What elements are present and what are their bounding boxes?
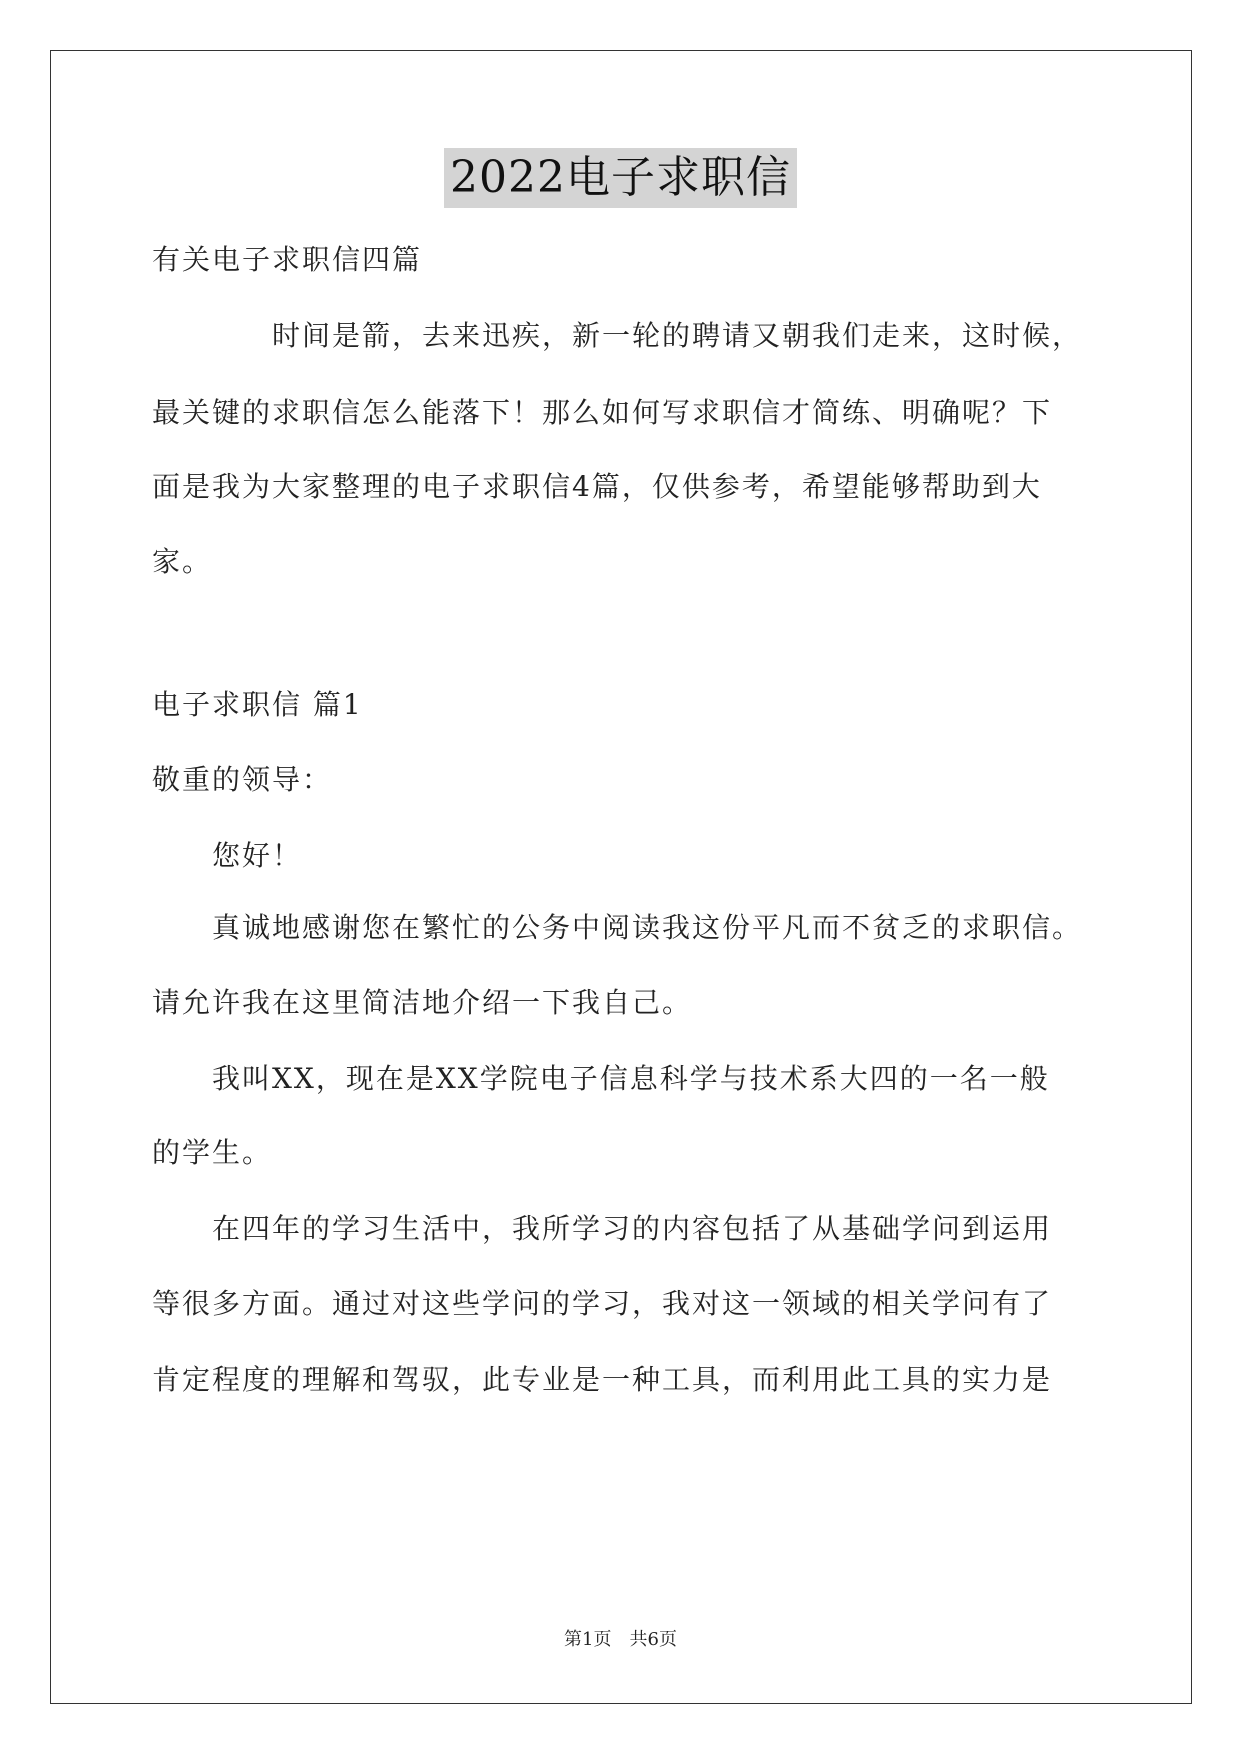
text-line-12: 的学生。	[152, 1136, 273, 1169]
greeting: 您好！	[152, 839, 303, 872]
text-line-3: 最关键的求职信怎么能落下！那么如何写求职信才简练、明确呢？下	[152, 396, 1053, 429]
page-border	[50, 50, 1192, 1704]
title-container	[0, 148, 1241, 208]
salutation: 敬重的领导：	[152, 763, 333, 796]
text-line-1: 有关电子求职信四篇	[152, 243, 423, 276]
section-heading: 电子求职信 篇1	[152, 688, 363, 721]
text-line-5: 家。	[152, 545, 213, 578]
text-line-10: 请允许我在这里简洁地介绍一下我自己。	[152, 986, 693, 1019]
text-line-4: 面是我为大家整理的电子求职信4篇，仅供参考，希望能够帮助到大	[152, 470, 1042, 503]
text-line-2: 时间是箭，去来迅疾，新一轮的聘请又朝我们走来，这时候，	[152, 319, 1083, 352]
text-line-9: 真诚地感谢您在繁忙的公务中阅读我这份平凡而不贫乏的求职信。	[152, 911, 1083, 944]
text-line-15: 肯定程度的理解和驾驭，此专业是一种工具，而利用此工具的实力是	[152, 1363, 1053, 1396]
text-line-11: 我叫XX，现在是XX学院电子信息科学与技术系大四的一名一般	[152, 1062, 1050, 1095]
page-footer: 第1页 共6页	[564, 1629, 677, 1650]
text-line-13: 在四年的学习生活中，我所学习的内容包括了从基础学问到运用	[152, 1212, 1053, 1245]
text-line-14: 等很多方面。通过对这些学问的学习，我对这一领域的相关学问有了	[152, 1287, 1053, 1320]
document-title: 2022电子求职信	[444, 148, 797, 208]
